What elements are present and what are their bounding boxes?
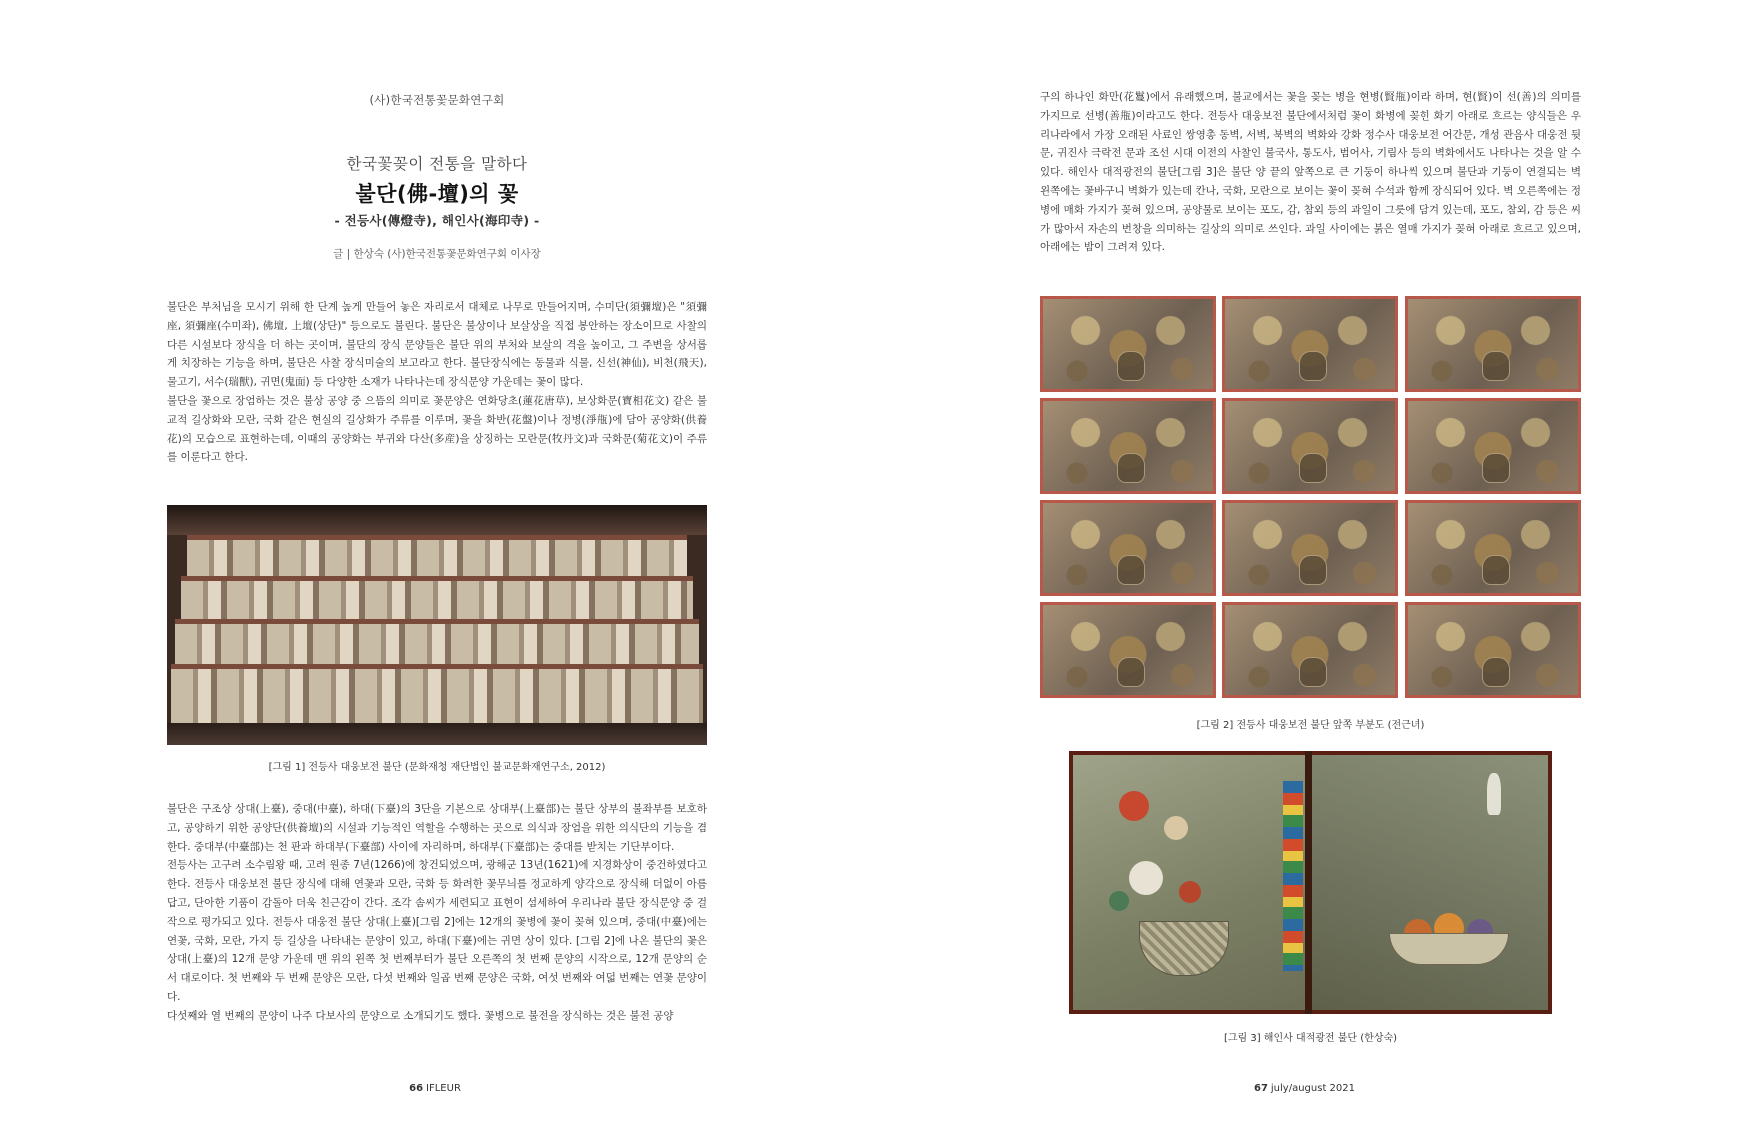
organization-name: (사)한국전통꽃문화연구회 [369, 93, 505, 107]
page-footer-left [0, 1083, 870, 1094]
carved-panel [1405, 500, 1581, 596]
paragraph: 불단은 구조상 상대(上臺), 중대(中臺), 하대(下臺)의 3단을 기본으로 상대부(上臺部)는 불단 상부의 불좌부를 보호하고, 공양하기 위한 공양단(供養壇)의 시설과 기능적인 역할을 수행하는 곳으로 의식과 장엄을 위한 의식단의 기능을 겸한다. 중대부(中臺部)는 천 판과 하대부(下臺部) 사이에 자리하며, 하대부(下臺部)는 중대를 받치는 기단부이다. [167, 803, 707, 853]
paragraph: 전등사는 고구려 소수림왕 때, 고려 원종 7년(1266)에 창건되었으며, 광해군 13년(1621)에 지경화상이 중건하였다고 한다. 전등사 대웅보전 불단 장식에 대해 연꽃과 모란, 국화 등 화려한 꽃무늬를 정교하게 양각으로 장식해 더없이 아름답고, 단아한 기품이 감돌아 더욱 친근감이 간다. 조각 솜씨가 세련되고 표현이 섬세하여 우리나라 불단 장식문양 중 걸작으로 평가되고 있다. 전등사 대웅전 불단 상대(上臺)[그림 2]에는 12개의 꽃병에 꽃이 꽂혀 있으며, 중대(中臺)에는 연꽃, 국화, 모란, 가지 등 길상을 나타내는 문양이 있고, 하대(下臺)에는 귀면 상이 있다. [그림 2]에 나온 불단의 꽃은 상대(上臺)의 12개 문양 가운데 맨 위의 왼쪽 첫 번째부터가 불단 오른쪽의 첫 번째 문양의 시작으로, 12개 문양의 순서 대로이다. 첫 번째와 두 번째 문양은 모란, 다섯 번째와 일곱 번째 문양은 국화, 여섯 번째와 여덟 번째는 연꽃 문양이다. [167, 859, 708, 1003]
figure-1-caption: [그림 1] 전등사 대웅보전 불단 (문화재청 재단법인 불교문화재연구소, 2012) [268, 762, 606, 773]
carved-panel [1222, 602, 1398, 698]
issue-date: july/august 2021 [1270, 1083, 1355, 1094]
paragraph: 구의 하나인 화만(花鬘)에서 유래했으며, 불교에서는 꽃을 꽂는 병을 현병(賢甁)이라 하며, 현(賢)이 선(善)의 의미를 가지므로 선병(善甁)이라고도 한다. 전등사 대웅보전 불단에서처럼 꽃이 화병에 꽂힌 화기 아래로 흐르는 양식들은 우리나라에서 가장 오래된 사료인 쌍영총 동벽, 서벽, 북벽의 벽화와 강화 정수사 대웅보전 어간문, 개성 관음사 대웅전 뒷문, 귀진사 극락전 문과 조선 시대 이전의 사찰인 불국사, 통도사, 범어사, 기림사 등의 벽화에서도 나타나는 것을 알 수 있다. 해인사 대적광전의 불단[그림 3]은 불단 양 끝의 앞쪽으로 큰 기둥이 하나씩 있으며 불단과 기둥이 연결되는 벽 왼쪽에는 꽃바구니 벽화가 있는데 칸나, 국화, 모란으로 보이는 꽃이 꽂혀 수석과 함께 장식되어 있다. 벽 오른쪽에는 정병에 매화 가지가 꽂혀 있으며, 공양물로 보이는 포도, 감, 참외 등의 과일이 그릇에 담겨 있는데, 포도, 참외, 감 등은 씨가 많아서 자손의 번창을 의미하는 길상의 의미로 쓰인다. 과일 사이에는 붉은 열매 가지가 꽂혀 아래로 흐르고 있으며, 아래에는 밤이 그려져 있다. [1040, 91, 1581, 254]
article-subtitle: - 전등사(傳燈寺), 해인사(海印寺) - [334, 213, 540, 228]
figure-1-altar-photo [167, 505, 707, 745]
magazine-name: IFLEUR [426, 1083, 461, 1094]
paragraph: 불단은 부처님을 모시기 위해 한 단계 높게 만들어 놓은 자리로서 대체로 나무로 만들어지며, 수미단(須彌壇)은 "須彌座, 須彌座(수미좌), 佛壇, 上壇(상단)" 등으로도 불린다. 불단은 불상이나 보살상을 직접 봉안하는 장소이므로 사찰의 다른 시설보다 장식을 더 하는 곳이며, 불단의 장식 문양들은 불단 위의 부처와 보살의 격을 높이고, 그 주변을 상서롭게 치장하는 기능을 하며, 불단은 사찰 장식미술의 보고라고 한다. 불단장식에는 동물과 식물, 신선(神仙), 비천(飛天), 물고기, 서수(瑞獸), 귀면(鬼面) 등 다양한 소재가 나타나는데 장식문양 가운데는 꽃이 많다. [167, 301, 707, 389]
carved-panel [1405, 602, 1581, 698]
carved-panel [1405, 296, 1581, 392]
carved-panel [1040, 500, 1216, 596]
page-number: 66 [409, 1083, 424, 1094]
article-title: 불단(佛-壇)의 꽃 [355, 182, 519, 206]
carved-panel [1040, 602, 1216, 698]
paragraph: 다섯째와 열 번째의 문양이 나주 다보사의 문양으로 소개되기도 했다. 꽃병으로 불전을 장식하는 것은 불전 공양 [167, 1009, 674, 1022]
right-page [870, 0, 1739, 1134]
figure-3-painted-altar [1069, 751, 1552, 1014]
byline: 글 | 한상숙 (사)한국전통꽃문화연구회 이사장 [333, 248, 541, 260]
figure-2-caption: [그림 2] 전등사 대웅보전 불단 앞쪽 부분도 (전근녀) [1196, 720, 1425, 731]
paragraph: 불단을 꽃으로 장엄하는 것은 불상 공양 중 으뜸의 의미로 꽃문양은 연화당초(蓮花唐草), 보상화문(寶相花文) 같은 불교적 길상화와 모란, 국화 같은 현실의 길상화가 주류를 이루며, 꽃을 화반(花盤)이나 정병(淨甁)에 담아 공양화(供養花)의 모습으로 표현하는데, 이때의 공양화는 부귀와 다산(多産)을 상징하는 모란문(牧丹文)과 국화문(菊花文)이 주류를 이룬다고 한다. [167, 394, 707, 464]
carved-panel [1405, 398, 1581, 494]
page-footer-right [870, 1083, 1739, 1094]
right-body-text [1040, 88, 1581, 257]
carved-panel [1222, 296, 1398, 392]
page-number: 67 [1253, 1083, 1268, 1094]
figure-3-caption: [그림 3] 해인사 대적광전 불단 (한상숙) [1223, 1033, 1398, 1044]
intro-text [167, 298, 707, 467]
figure-2-carved-panels [1040, 296, 1581, 700]
carved-panel [1040, 398, 1216, 494]
section-2-text [167, 800, 707, 1026]
carved-panel [1040, 296, 1216, 392]
carved-panel [1222, 398, 1398, 494]
series-title: 한국꽃꽂이 전통을 말하다 [346, 155, 528, 173]
carved-panel [1222, 500, 1398, 596]
